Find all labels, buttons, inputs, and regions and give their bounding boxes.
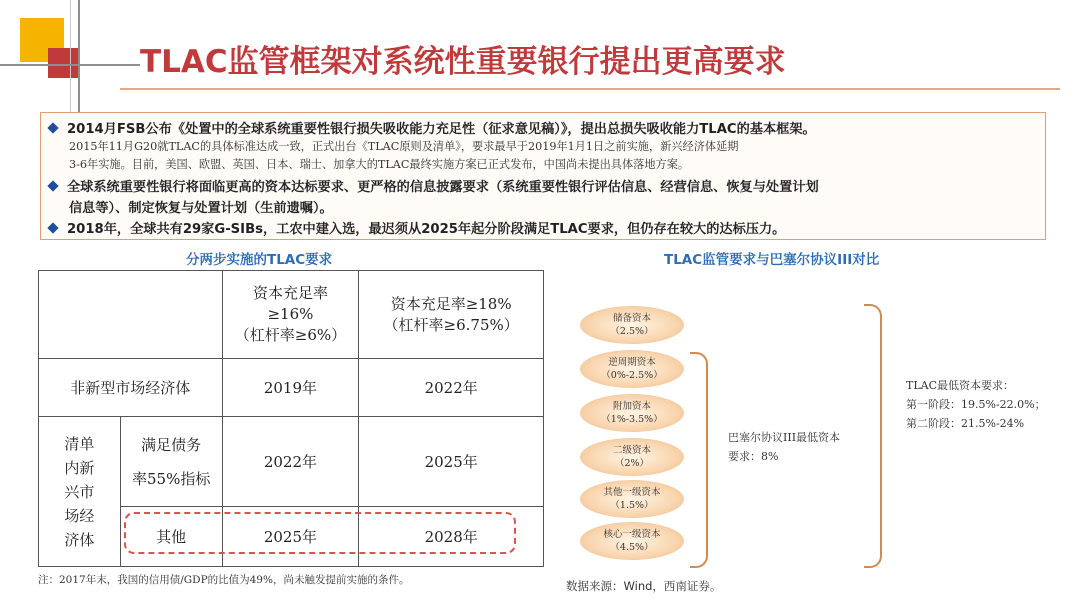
bullet-text: 2018年，全球共有29家G-SIBs，工农中建入选，最迟须从2025年起分阶段满足TLAC要求，但仍存在较大的达标压力。 <box>67 222 786 237</box>
capital-layer <box>580 350 684 388</box>
decor-red-square <box>48 48 78 78</box>
diamond-bullet-icon <box>47 180 58 191</box>
diamond-bullet-icon <box>47 122 58 133</box>
header-text: （杠杆率≥6%） <box>234 326 347 344</box>
title-underline <box>120 88 1060 90</box>
tlac-text-line: 第二阶段：21.5%-24% <box>906 417 1025 430</box>
tlac-brace <box>864 304 882 568</box>
capital-layer <box>580 438 684 476</box>
source-note: 数据来源：Wind，西南证券。 <box>566 579 722 593</box>
tlac-text-line: 第一阶段：19.5%-22.0%； <box>906 398 1046 411</box>
header-text: 资本充足率≥18% <box>390 294 512 313</box>
row-label-line: 满足债务 <box>141 435 202 454</box>
table-cell: 2028年 <box>359 507 544 567</box>
basel-brace <box>690 352 708 568</box>
right-section-heading: TLAC监管要求与巴塞尔协议III对比 <box>664 252 880 268</box>
summary-box <box>40 112 1046 240</box>
table-col-header <box>359 271 544 359</box>
layer-value: （4.5%） <box>610 542 654 553</box>
row-label-line: 率55%指标 <box>132 469 211 488</box>
layer-name: 其他一级资本 <box>603 487 661 498</box>
bullet-2 <box>49 176 819 195</box>
row-label: 其他 <box>120 507 222 567</box>
table-cell: 2025年 <box>359 417 544 507</box>
bullet-2-cont: 信息等）、制定恢复与处置计划（生前遗嘱）。 <box>69 201 333 216</box>
group-label <box>39 417 121 567</box>
capital-layer <box>580 522 684 560</box>
row-label <box>120 417 222 507</box>
layer-name: 二级资本 <box>612 445 651 456</box>
group-label-line: 内新 <box>64 458 95 477</box>
capital-layer <box>580 306 684 344</box>
bullet-1-detail: 3-6年实施。目前，美国、欧盟、英国、日本、瑞士、加拿大的TLAC最终实施方案已正式发布，中国尚未提出具体落地方案。 <box>69 158 690 171</box>
page-title: TLAC监管框架对系统性重要银行提出更高要求 <box>140 44 786 80</box>
highlight-dashed-box <box>124 512 516 554</box>
table-cell: 2022年 <box>359 359 544 417</box>
header-text: ≥16% <box>267 305 314 323</box>
table-cell: 2025年 <box>222 507 359 567</box>
tlac-text <box>906 376 1046 433</box>
layer-name: 核心一级资本 <box>603 529 661 540</box>
bullet-text: 全球系统重要性银行将面临更高的资本达标要求、更严格的信息披露要求（系统重要性银行评估信息、经营信息、恢复与处置计划 <box>67 180 819 195</box>
decor-line <box>70 0 71 120</box>
basel-text <box>728 428 840 466</box>
group-label-line: 场经 <box>64 506 95 525</box>
table-corner <box>39 271 223 359</box>
basel-text-line: 要求：8% <box>728 450 779 463</box>
bullet-1-detail: 2015年11月G20就TLAC的具体标准达成一致，正式出台《TLAC原则及清单》，要求最早于2019年1月1日之前实施，新兴经济体延期 <box>69 140 739 153</box>
bullet-3 <box>49 218 785 237</box>
layer-name: 储备资本 <box>612 313 651 324</box>
left-section-heading: 分两步实施的TLAC要求 <box>186 252 333 268</box>
layer-name: 逆周期资本 <box>608 357 656 368</box>
group-label-line: 兴市 <box>64 482 95 501</box>
basel-text-line: 巴塞尔协议III最低资本 <box>728 431 841 444</box>
layer-value: （2%） <box>614 458 650 469</box>
layer-name: 附加资本 <box>612 401 651 412</box>
layer-value: （2.5%） <box>610 326 654 337</box>
header-text: （杠杆率≥6.75%） <box>383 315 519 334</box>
header-text: 资本充足率 <box>252 284 328 302</box>
tlac-text-line: TLAC最低资本要求： <box>906 379 1015 392</box>
capital-layer <box>580 394 684 432</box>
layer-value: （0%-2.5%） <box>601 370 663 381</box>
table-note: 注：2017年末，我国的信用债/GDP的比值为49%，尚未触发提前实施的条件。 <box>38 574 410 586</box>
table-col-header <box>222 271 359 359</box>
group-label-line: 清单 <box>64 434 95 453</box>
diamond-bullet-icon <box>47 222 58 233</box>
row-label: 非新型市场经济体 <box>39 359 223 417</box>
decor-line <box>0 64 140 66</box>
layer-value: （1.5%） <box>610 500 654 511</box>
layer-value: （1%-3.5%） <box>601 414 663 425</box>
table-cell: 2022年 <box>222 417 359 507</box>
capital-layer <box>580 480 684 518</box>
group-label-line: 济体 <box>64 530 95 549</box>
decor-line <box>78 0 80 120</box>
bullet-text: 2014月FSB公布《处置中的全球系统重要性银行损失吸收能力充足性（征求意见稿）》，提出总损失吸收能力TLAC的基本框架。 <box>67 122 816 137</box>
table-cell: 2019年 <box>222 359 359 417</box>
bullet-1 <box>49 118 816 137</box>
